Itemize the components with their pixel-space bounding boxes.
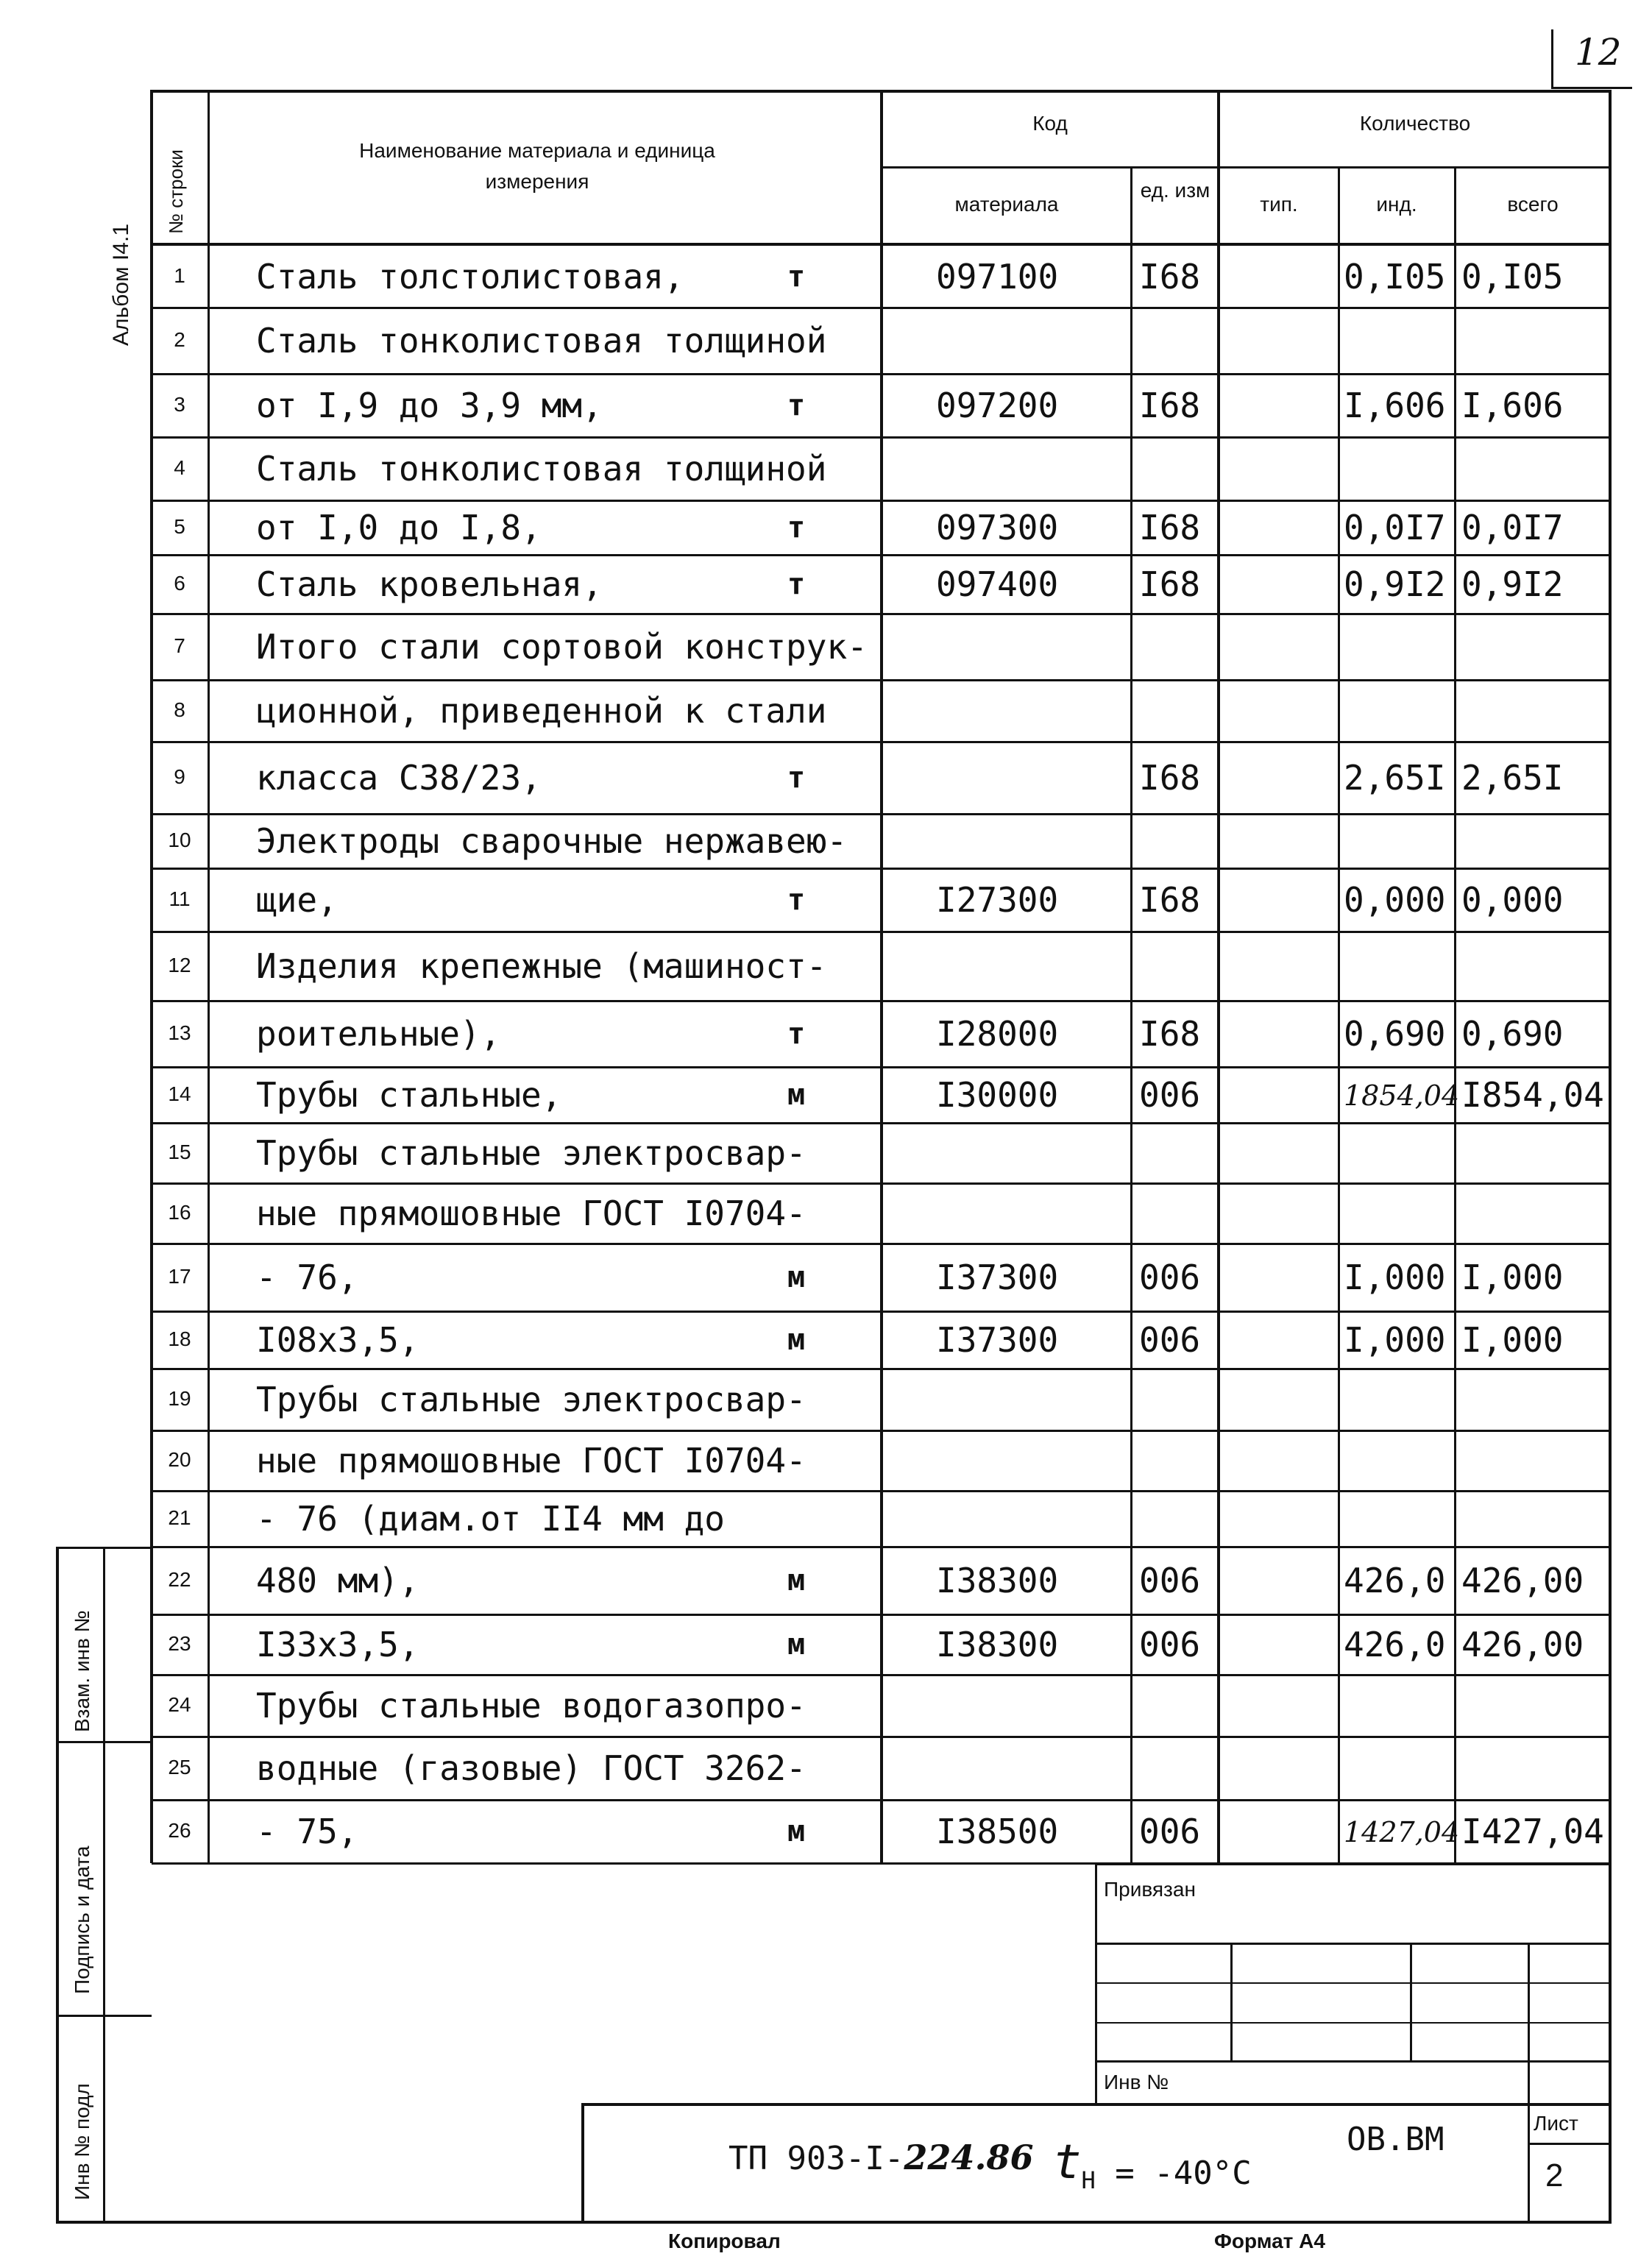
- qty-total: I,000: [1461, 1320, 1564, 1360]
- col-line-ind: [1454, 166, 1456, 1863]
- row-number: 1: [174, 264, 185, 287]
- row-number: 15: [168, 1141, 191, 1163]
- qty-total: 0,I05: [1461, 257, 1564, 297]
- page-number-divider: [1551, 29, 1553, 88]
- row-separator: [152, 1736, 1610, 1738]
- row-number: 23: [168, 1632, 191, 1655]
- designation-code: ТП 903-I-: [728, 2140, 904, 2177]
- row-separator: [152, 679, 1610, 681]
- material-name: Сталь кровельная,: [256, 564, 603, 604]
- material-code: I38500: [936, 1812, 1059, 1851]
- qty-ind: I,000: [1344, 1258, 1446, 1297]
- col-line-material: [1130, 166, 1132, 1863]
- qty-ind: 1427,04: [1344, 1816, 1460, 1848]
- header-qty-total: всего: [1507, 193, 1559, 216]
- privyazan-row1: [1095, 1943, 1610, 1945]
- qty-ind: 1854,04: [1344, 1079, 1460, 1112]
- list-label: Лист: [1534, 2112, 1578, 2135]
- frame-bottom: [56, 2221, 1612, 2224]
- list-number: 2: [1545, 2157, 1564, 2194]
- row-number: 3: [174, 393, 185, 416]
- row-number: 8: [174, 698, 185, 721]
- row-number: 14: [168, 1082, 191, 1105]
- material-name: - 75,: [256, 1812, 358, 1851]
- row-separator: [152, 1311, 1610, 1313]
- row-number: 17: [168, 1265, 191, 1288]
- qty-ind: 0,0I7: [1344, 508, 1446, 547]
- material-name: Итого стали сортовой конструк-: [256, 627, 868, 667]
- header-bottom-line: [152, 243, 1610, 246]
- header-mid-line: [882, 166, 1610, 169]
- row-number: 5: [174, 515, 185, 538]
- qty-total: I,000: [1461, 1258, 1564, 1297]
- row-number: 2: [174, 328, 185, 351]
- unit-code: I68: [1139, 564, 1201, 604]
- material-code: I37300: [936, 1320, 1059, 1360]
- row-separator: [152, 813, 1610, 815]
- header-qty-ind: инд.: [1376, 193, 1417, 216]
- header-code: Код: [1032, 112, 1068, 135]
- material-name: Сталь тонколистовая толщиной: [256, 449, 827, 489]
- row-separator: [152, 1674, 1610, 1676]
- privyazan-col2: [1410, 1943, 1412, 2060]
- row-separator: [152, 1614, 1610, 1616]
- title-block-list-divider: [1528, 2103, 1530, 2222]
- row-separator: [152, 613, 1610, 615]
- unit-code: 006: [1139, 1561, 1201, 1600]
- material-name: Сталь толстолистовая,: [256, 257, 684, 297]
- row-number: 10: [168, 829, 191, 851]
- header-qty-typ: тип.: [1260, 193, 1298, 216]
- qty-total: I,606: [1461, 386, 1564, 425]
- title-block-list-line: [1528, 2143, 1610, 2145]
- material-name: Сталь тонколистовая толщиной: [256, 321, 827, 361]
- side-label-vzam: Взам. инв №: [71, 1610, 93, 1732]
- qty-ind: 2,65I: [1344, 758, 1446, 798]
- unit-symbol: т: [787, 1017, 806, 1051]
- material-name: Изделия крепежные (машиност-: [256, 946, 827, 986]
- unit-code: I68: [1139, 758, 1201, 798]
- row-number: 13: [168, 1021, 191, 1044]
- qty-ind: 426,0: [1344, 1561, 1446, 1600]
- row-number: 7: [174, 634, 185, 657]
- unit-code: 006: [1139, 1625, 1201, 1664]
- side-stamp-mid: [103, 1547, 105, 2224]
- material-code: I38300: [936, 1561, 1059, 1600]
- col-line-name: [880, 90, 883, 1863]
- qty-ind: I,000: [1344, 1320, 1446, 1360]
- unit-symbol: м: [787, 1815, 806, 1848]
- qty-ind: 0,000: [1344, 880, 1446, 920]
- qty-total: 0,690: [1461, 1014, 1564, 1054]
- material-name: I08x3,5,: [256, 1320, 419, 1360]
- material-name: Трубы стальные электросвар-: [256, 1133, 806, 1173]
- row-separator: [152, 500, 1610, 502]
- side-label-podpis: Подпись и дата: [71, 1845, 93, 1994]
- temp-subscript: Н: [1081, 2166, 1096, 2194]
- unit-symbol: т: [787, 761, 806, 795]
- row-separator: [152, 1000, 1610, 1002]
- material-code: 097200: [936, 386, 1059, 425]
- unit-symbol: м: [787, 1260, 806, 1294]
- privyazan-top: [1095, 1863, 1610, 1865]
- unit-symbol: т: [787, 567, 806, 601]
- unit-code: I68: [1139, 257, 1201, 297]
- row-separator: [152, 1368, 1610, 1370]
- material-name: от I,0 до I,8,: [256, 508, 542, 547]
- unit-symbol: т: [787, 511, 806, 545]
- row-number: 24: [168, 1693, 191, 1716]
- page-number: 12: [1575, 31, 1622, 74]
- row-number: 22: [168, 1568, 191, 1591]
- material-name: I33x3,5,: [256, 1625, 419, 1664]
- row-number: 11: [169, 887, 191, 910]
- footer-format: Формат А4: [1214, 2230, 1325, 2252]
- table-right-border: [1609, 90, 1612, 2224]
- qty-total: 0,9I2: [1461, 564, 1564, 604]
- unit-symbol: м: [787, 1628, 806, 1662]
- row-separator: [152, 436, 1610, 439]
- qty-total: I854,04: [1461, 1075, 1604, 1115]
- unit-code: 006: [1139, 1320, 1201, 1360]
- row-number: 4: [174, 456, 185, 479]
- material-name: ные прямошовные ГОСТ I0704-: [256, 1441, 806, 1480]
- col-line-typ: [1338, 166, 1340, 1863]
- temp-symbol: t: [1052, 2135, 1082, 2190]
- row-separator: [152, 1243, 1610, 1245]
- unit-symbol: т: [787, 389, 806, 422]
- qty-total: 426,00: [1461, 1625, 1584, 1664]
- material-name: 480 мм),: [256, 1561, 419, 1600]
- unit-code: I68: [1139, 880, 1201, 920]
- designation: [728, 2127, 1252, 2194]
- inv-no-label: Инв №: [1104, 2071, 1169, 2093]
- privyazan-left: [1095, 1863, 1097, 2106]
- unit-code: 006: [1139, 1812, 1201, 1851]
- unit-code: 006: [1139, 1075, 1201, 1115]
- header-row-no: № строки: [165, 149, 187, 234]
- side-stamp-left: [56, 1547, 59, 2224]
- unit-symbol: т: [787, 883, 806, 917]
- unit-code: I68: [1139, 508, 1201, 547]
- material-name: Трубы стальные электросвар-: [256, 1380, 806, 1419]
- page-number-underline: [1551, 87, 1632, 89]
- material-name: - 76 (диам.от II4 мм до: [256, 1499, 725, 1539]
- title-block-left: [581, 2103, 584, 2222]
- row-number: 21: [168, 1506, 191, 1529]
- material-code: I27300: [936, 880, 1059, 920]
- material-name: Трубы стальные,: [256, 1075, 562, 1115]
- footer-kopiroval: Копировал: [668, 2230, 781, 2252]
- title-block-top: [581, 2103, 1612, 2106]
- material-name: от I,9 до 3,9 мм,: [256, 386, 603, 425]
- side-label-inv-podl: Инв № подл: [71, 2083, 93, 2200]
- qty-ind: 0,9I2: [1344, 564, 1446, 604]
- material-name: Трубы стальные водогазопро-: [256, 1686, 806, 1726]
- row-number: 26: [168, 1819, 191, 1842]
- album-label: Альбом I4.1: [109, 223, 133, 346]
- row-separator: [152, 1490, 1610, 1492]
- row-separator: [152, 1066, 1610, 1068]
- row-separator: [152, 1122, 1610, 1124]
- row-separator: [152, 1546, 1610, 1548]
- qty-total: 2,65I: [1461, 758, 1564, 798]
- material-code: I37300: [936, 1258, 1059, 1297]
- material-name: водные (газовые) ГОСТ 3262-: [256, 1748, 806, 1788]
- header-code-unit: ед. изм: [1140, 179, 1210, 202]
- privyazan-row3: [1095, 2022, 1610, 2024]
- material-code: I38300: [936, 1625, 1059, 1664]
- unit-symbol: м: [787, 1323, 806, 1357]
- material-code: 097300: [936, 508, 1059, 547]
- row-number: 19: [168, 1387, 191, 1410]
- unit-code: I68: [1139, 1014, 1201, 1054]
- material-name: Электроды сварочные нержавею-: [256, 821, 848, 861]
- row-number: 12: [168, 954, 191, 976]
- row-separator: [152, 1799, 1610, 1801]
- material-code: I30000: [936, 1075, 1059, 1115]
- row-number: 20: [168, 1448, 191, 1471]
- privyazan-col1: [1230, 1943, 1233, 2060]
- privyazan-col3: [1528, 1943, 1530, 2104]
- header-qty: Количество: [1359, 112, 1471, 135]
- col-line-rowno: [208, 90, 210, 1863]
- material-name: ные прямошовные ГОСТ I0704-: [256, 1194, 806, 1233]
- privyazan-label: Привязан: [1104, 1878, 1196, 1901]
- unit-symbol: м: [787, 1078, 806, 1112]
- header-code-material: материала: [954, 193, 1059, 216]
- material-name: щие,: [256, 880, 338, 920]
- designation-hand: 224.86: [904, 2138, 1034, 2177]
- qty-ind: 0,I05: [1344, 257, 1446, 297]
- row-separator: [152, 1430, 1610, 1432]
- qty-ind: 0,690: [1344, 1014, 1446, 1054]
- material-name: - 76,: [256, 1258, 358, 1297]
- unit-code: 006: [1139, 1258, 1201, 1297]
- row-separator: [152, 554, 1610, 556]
- material-name: ционной, приведенной к стали: [256, 691, 827, 731]
- row-separator: [152, 307, 1610, 309]
- privyazan-row2: [1095, 1982, 1610, 1984]
- doc-code: ОВ.ВМ: [1347, 2121, 1444, 2158]
- unit-symbol: т: [787, 260, 806, 294]
- qty-ind: 426,0: [1344, 1625, 1446, 1664]
- row-number: 6: [174, 572, 185, 595]
- col-line-code: [1217, 90, 1220, 1863]
- material-code: 097400: [936, 564, 1059, 604]
- temp-value: = -40°С: [1115, 2155, 1252, 2192]
- qty-total: 0,000: [1461, 880, 1564, 920]
- row-separator: [152, 1182, 1610, 1185]
- row-separator: [152, 931, 1610, 933]
- material-code: 097100: [936, 257, 1059, 297]
- material-name: роительные),: [256, 1014, 501, 1054]
- unit-code: I68: [1139, 386, 1201, 425]
- row-separator: [152, 868, 1610, 870]
- row-number: 9: [174, 765, 185, 788]
- unit-symbol: м: [787, 1564, 806, 1597]
- row-number: 25: [168, 1756, 191, 1779]
- material-code: I28000: [936, 1014, 1059, 1054]
- row-number: 16: [168, 1201, 191, 1224]
- qty-total: 426,00: [1461, 1561, 1584, 1600]
- qty-total: I427,04: [1461, 1812, 1604, 1851]
- row-number: 18: [168, 1327, 191, 1350]
- row-separator: [152, 741, 1610, 743]
- qty-ind: I,606: [1344, 386, 1446, 425]
- privyazan-row4: [1095, 2060, 1610, 2063]
- qty-total: 0,0I7: [1461, 508, 1564, 547]
- header-name: Наименование материала и единица измерения: [359, 139, 715, 193]
- material-name: класса С38/23,: [256, 758, 542, 798]
- row-separator: [152, 373, 1610, 375]
